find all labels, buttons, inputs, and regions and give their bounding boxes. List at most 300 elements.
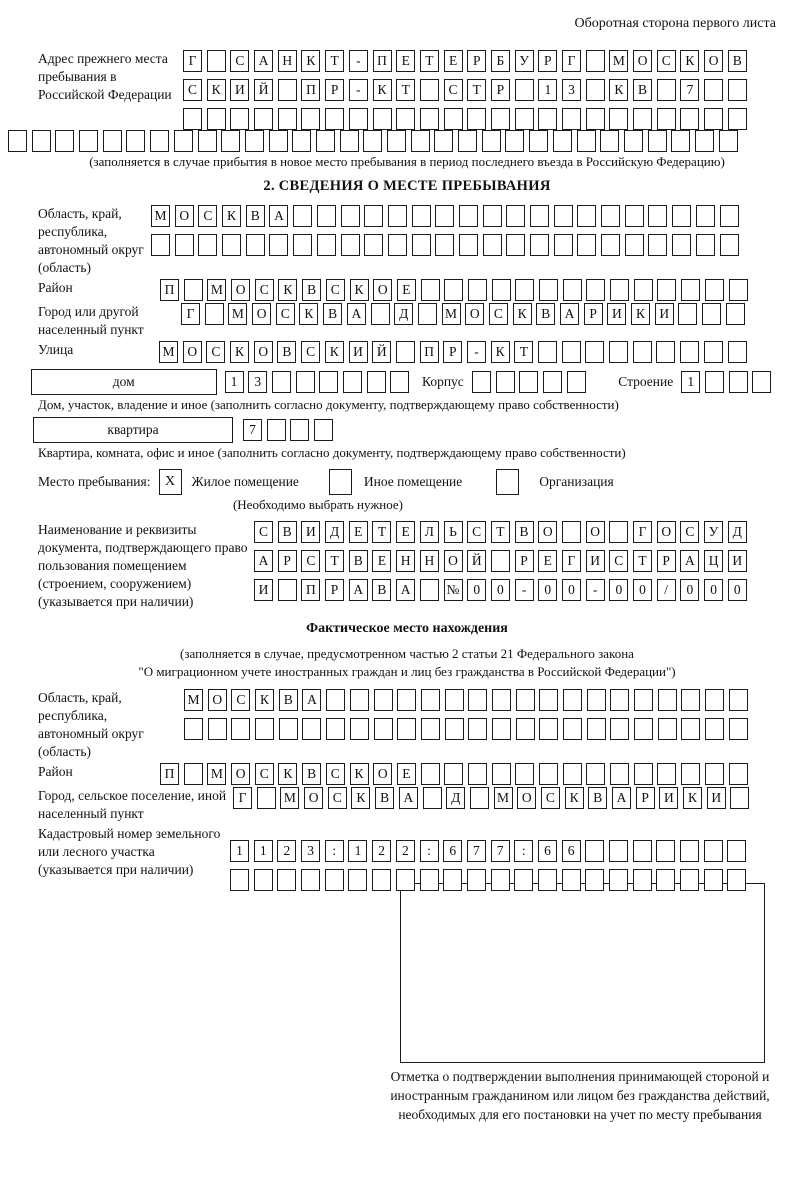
char-cell: Е: [349, 521, 368, 543]
char-cell: [539, 763, 558, 785]
char-cell: [577, 234, 596, 256]
zhiloe-checkbox: X: [159, 469, 182, 495]
char-cell: [704, 108, 723, 130]
char-cell: [720, 234, 739, 256]
char-cell: К: [683, 787, 702, 809]
char-cell: К: [255, 689, 274, 711]
char-cell: [648, 130, 667, 152]
char-cell: О: [252, 303, 271, 325]
char-cell: [325, 869, 344, 891]
char-cell: Ь: [444, 521, 463, 543]
char-row: [233, 787, 754, 809]
char-cell: [727, 840, 746, 862]
char-cell: [184, 763, 203, 785]
char-cell: К: [513, 303, 532, 325]
char-cell: [363, 130, 382, 152]
char-cell: [658, 718, 677, 740]
char-cell: [349, 108, 368, 130]
char-cell: [374, 718, 393, 740]
char-cell: [563, 763, 582, 785]
stroenie-cells: [681, 371, 776, 393]
char-cell: О: [444, 550, 463, 572]
char-cell: 1: [681, 371, 700, 393]
char-cell: О: [373, 279, 392, 301]
char-cell: [671, 130, 690, 152]
char-row: [230, 869, 751, 891]
char-cell: [396, 108, 415, 130]
prev-address-note: (заполняется в случае прибытия в новое место пребывания в период последнего въезда в Российскую Федерацию): [89, 154, 725, 169]
char-cell: [374, 689, 393, 711]
char-cell: [609, 840, 628, 862]
char-cell: [326, 718, 345, 740]
char-cell: [530, 205, 549, 227]
kvartira-number-cells: [243, 419, 338, 441]
char-cell: И: [230, 79, 249, 101]
char-cell: [230, 108, 249, 130]
char-cell: К: [350, 763, 369, 785]
char-cell: [705, 279, 724, 301]
char-cell: [467, 869, 486, 891]
char-cell: Р: [636, 787, 655, 809]
char-cell: [434, 130, 453, 152]
char-cell: [704, 869, 723, 891]
char-cell: [364, 205, 383, 227]
char-cell: [586, 108, 605, 130]
char-cell: Е: [538, 550, 557, 572]
dom-note: Дом, участок, владение и иное (заполнить согласно документу, подтверждающему право собственности): [38, 397, 619, 412]
char-cell: Е: [396, 50, 415, 72]
mesto-note: (Необходимо выбрать нужное): [232, 497, 404, 512]
char-cell: Е: [397, 763, 416, 785]
char-cell: [208, 718, 227, 740]
char-cell: [348, 869, 367, 891]
char-cell: С: [541, 787, 560, 809]
char-cell: [423, 787, 442, 809]
char-cell: [341, 205, 360, 227]
prev-address-grids: [183, 50, 752, 130]
char-cell: Р: [278, 550, 297, 572]
char-cell: [396, 869, 415, 891]
ulitsa-block: [38, 341, 776, 363]
char-cell: [420, 579, 439, 601]
char-cell: [491, 108, 510, 130]
char-cell: [32, 130, 51, 152]
char-cell: М: [442, 303, 461, 325]
char-cell: В: [728, 50, 747, 72]
char-cell: Й: [254, 79, 273, 101]
char-cell: В: [349, 550, 368, 572]
char-row: [183, 79, 752, 101]
char-cell: О: [175, 205, 194, 227]
char-cell: [585, 341, 604, 363]
char-cell: [625, 205, 644, 227]
char-cell: [396, 341, 415, 363]
char-cell: С: [467, 521, 486, 543]
char-cell: [648, 205, 667, 227]
fact-title: Фактическое место нахождения: [306, 621, 508, 636]
char-cell: О: [465, 303, 484, 325]
char-cell: Г: [181, 303, 200, 325]
stroenie-label: Строение: [618, 374, 674, 389]
char-cell: К: [325, 341, 344, 363]
char-cell: [752, 371, 771, 393]
char-cell: С: [301, 550, 320, 572]
char-cell: [609, 869, 628, 891]
char-cell: М: [228, 303, 247, 325]
char-cell: [696, 205, 715, 227]
char-cell: [183, 108, 202, 130]
char-cell: [293, 234, 312, 256]
char-cell: П: [373, 50, 392, 72]
char-cell: Т: [514, 341, 533, 363]
char-cell: 1: [538, 79, 557, 101]
char-cell: [372, 869, 391, 891]
char-cell: [567, 371, 586, 393]
char-cell: [680, 840, 699, 862]
char-cell: [656, 869, 675, 891]
char-cell: О: [704, 50, 723, 72]
char-cell: [634, 763, 653, 785]
char-cell: [563, 689, 582, 711]
char-cell: Т: [420, 50, 439, 72]
char-cell: [539, 689, 558, 711]
char-cell: [325, 108, 344, 130]
char-cell: [397, 689, 416, 711]
char-row: [183, 108, 752, 130]
char-cell: С: [609, 550, 628, 572]
char-cell: Д: [446, 787, 465, 809]
char-cell: :: [420, 840, 439, 862]
char-cell: [656, 341, 675, 363]
char-cell: Й: [372, 341, 391, 363]
ulitsa-label: Улица: [38, 342, 74, 357]
char-cell: Н: [396, 550, 415, 572]
char-cell: С: [230, 50, 249, 72]
char-cell: [634, 718, 653, 740]
char-cell: 0: [633, 579, 652, 601]
stamp-area-box: [400, 883, 765, 1063]
char-cell: [278, 79, 297, 101]
char-cell: Т: [325, 550, 344, 572]
fact-rayon-label: Район: [38, 764, 73, 779]
char-cell: К: [373, 79, 392, 101]
char-cell: [562, 869, 581, 891]
char-cell: /: [657, 579, 676, 601]
char-cell: [350, 689, 369, 711]
char-cell: [496, 371, 515, 393]
char-cell: [516, 718, 535, 740]
mesto-prebyvaniya-row: [38, 469, 776, 495]
char-cell: [553, 130, 572, 152]
char-cell: [720, 205, 739, 227]
char-cell: [680, 869, 699, 891]
char-cell: [609, 108, 628, 130]
char-cell: А: [254, 50, 273, 72]
char-cell: Л: [420, 521, 439, 543]
char-cell: [730, 787, 749, 809]
char-cell: Т: [467, 79, 486, 101]
char-cell: Е: [372, 550, 391, 572]
char-cell: [600, 130, 619, 152]
char-cell: В: [515, 521, 534, 543]
char-cell: У: [515, 50, 534, 72]
char-cell: [371, 303, 390, 325]
char-cell: [373, 108, 392, 130]
char-cell: [515, 79, 534, 101]
char-cell: Ц: [704, 550, 723, 572]
char-cell: И: [301, 521, 320, 543]
char-cell: [55, 130, 74, 152]
char-cell: [472, 371, 491, 393]
char-cell: [230, 869, 249, 891]
char-cell: А: [612, 787, 631, 809]
char-cell: [459, 234, 478, 256]
char-cell: 7: [491, 840, 510, 862]
char-cell: [672, 205, 691, 227]
char-cell: [412, 234, 431, 256]
char-cell: -: [467, 341, 486, 363]
char-cell: Г: [562, 50, 581, 72]
char-cell: Д: [728, 521, 747, 543]
char-cell: М: [207, 279, 226, 301]
char-cell: [420, 869, 439, 891]
char-cell: И: [586, 550, 605, 572]
char-cell: [529, 130, 548, 152]
char-cell: 0: [467, 579, 486, 601]
char-cell: [610, 718, 629, 740]
char-cell: 3: [562, 79, 581, 101]
char-cell: С: [301, 341, 320, 363]
char-cell: [421, 718, 440, 740]
char-cell: [267, 419, 286, 441]
char-cell: 6: [562, 840, 581, 862]
char-cell: [492, 718, 511, 740]
char-cell: 1: [230, 840, 249, 862]
char-cell: [506, 234, 525, 256]
char-cell: И: [728, 550, 747, 572]
char-cell: К: [301, 50, 320, 72]
char-row: [181, 303, 750, 325]
char-cell: [610, 689, 629, 711]
char-cell: [483, 205, 502, 227]
char-cell: Р: [538, 50, 557, 72]
char-cell: Н: [420, 550, 439, 572]
char-row-full-width: [8, 130, 776, 152]
char-cell: [727, 869, 746, 891]
char-cell: [681, 279, 700, 301]
char-cell: В: [246, 205, 265, 227]
char-cell: [468, 689, 487, 711]
char-cell: [198, 130, 217, 152]
char-cell: О: [183, 341, 202, 363]
char-cell: [301, 108, 320, 130]
char-cell: [269, 234, 288, 256]
kadastr-block: [38, 825, 776, 891]
kadastr-label: Кадастровый номер земельного или лесного участка (указывается при наличии): [38, 826, 221, 877]
char-cell: В: [536, 303, 555, 325]
char-cell: О: [517, 787, 536, 809]
char-cell: [506, 205, 525, 227]
char-cell: [657, 79, 676, 101]
char-cell: [657, 279, 676, 301]
char-cell: [491, 869, 510, 891]
char-cell: [421, 689, 440, 711]
kvartira-row: [38, 417, 776, 443]
char-cell: [729, 763, 748, 785]
char-row: [254, 550, 751, 572]
char-cell: А: [560, 303, 579, 325]
char-cell: Р: [467, 50, 486, 72]
char-cell: [278, 579, 297, 601]
char-cell: С: [198, 205, 217, 227]
char-cell: [516, 689, 535, 711]
char-cell: 0: [562, 579, 581, 601]
char-cell: [468, 763, 487, 785]
char-cell: [728, 79, 747, 101]
char-cell: [609, 341, 628, 363]
char-cell: Т: [372, 521, 391, 543]
char-cell: О: [254, 341, 273, 363]
char-cell: М: [159, 341, 178, 363]
char-cell: [302, 718, 321, 740]
char-cell: Г: [183, 50, 202, 72]
fact-gorod-label: Город, сельское поселение, иной населенный пункт: [38, 788, 227, 821]
char-cell: П: [301, 579, 320, 601]
char-cell: С: [183, 79, 202, 101]
char-row: [160, 763, 752, 785]
char-cell: С: [231, 689, 250, 711]
char-cell: [704, 840, 723, 862]
char-cell: А: [349, 579, 368, 601]
char-cell: 7: [243, 419, 262, 441]
page-corner-note: Оборотная сторона первого листа: [574, 16, 776, 31]
char-cell: [444, 108, 463, 130]
char-cell: [198, 234, 217, 256]
char-cell: С: [657, 50, 676, 72]
char-cell: Й: [467, 550, 486, 572]
char-cell: К: [491, 341, 510, 363]
char-cell: Р: [584, 303, 603, 325]
char-cell: А: [399, 787, 418, 809]
fact-rayon-block: [38, 763, 776, 785]
char-cell: К: [207, 79, 226, 101]
char-cell: [150, 130, 169, 152]
char-cell: М: [184, 689, 203, 711]
char-cell: [421, 279, 440, 301]
char-cell: [729, 689, 748, 711]
char-cell: [601, 205, 620, 227]
char-row: [184, 689, 753, 711]
char-cell: М: [280, 787, 299, 809]
char-cell: О: [208, 689, 227, 711]
char-row: [184, 718, 753, 740]
char-cell: [726, 303, 745, 325]
char-cell: С: [326, 763, 345, 785]
char-cell: М: [494, 787, 513, 809]
char-cell: [624, 130, 643, 152]
char-cell: [586, 79, 605, 101]
char-cell: [364, 234, 383, 256]
char-cell: 1: [348, 840, 367, 862]
char-cell: К: [350, 279, 369, 301]
char-cell: [412, 205, 431, 227]
char-cell: [435, 205, 454, 227]
char-cell: [350, 718, 369, 740]
char-cell: [702, 303, 721, 325]
char-cell: [705, 371, 724, 393]
char-row: [183, 50, 752, 72]
char-row: [254, 579, 751, 601]
char-cell: [411, 130, 430, 152]
char-cell: [634, 279, 653, 301]
oblast-label: Область, край, республика, автономный округ (область): [38, 206, 144, 275]
gorod-block: [38, 303, 776, 339]
char-cell: М: [609, 50, 628, 72]
char-cell: [658, 689, 677, 711]
mesto-label: Место пребывания:: [38, 474, 151, 489]
char-cell: [587, 718, 606, 740]
char-cell: [254, 108, 273, 130]
char-cell: :: [325, 840, 344, 862]
fact-note-line1: (заполняется в случае, предусмотренном частью 2 статьи 21 Федерального закона: [180, 646, 634, 661]
char-cell: [151, 234, 170, 256]
char-cell: [681, 718, 700, 740]
prev-address-label: Адрес прежнего места пребывания в Российской Федерации: [38, 51, 172, 102]
char-row: [151, 205, 743, 227]
char-cell: [279, 718, 298, 740]
char-cell: В: [323, 303, 342, 325]
char-row: [160, 279, 752, 301]
char-cell: [343, 371, 362, 393]
char-cell: Т: [491, 521, 510, 543]
gorod-label: Город или другой населенный пункт: [38, 304, 144, 337]
inoe-label: Иное помещение: [363, 474, 463, 489]
char-cell: В: [302, 279, 321, 301]
char-cell: [326, 689, 345, 711]
char-cell: [695, 130, 714, 152]
char-cell: [296, 371, 315, 393]
char-cell: [387, 130, 406, 152]
fact-gorod-block: [38, 787, 776, 823]
char-cell: С: [328, 787, 347, 809]
char-cell: Б: [491, 50, 510, 72]
char-cell: Д: [325, 521, 344, 543]
char-cell: Р: [515, 550, 534, 572]
char-cell: [301, 869, 320, 891]
char-cell: [587, 689, 606, 711]
char-cell: С: [255, 279, 274, 301]
char-cell: 2: [277, 840, 296, 862]
korpus-cells: [472, 371, 590, 393]
document-label: Наименование и реквизиты документа, подтверждающего право пользования помещением (строением, сооружением) (указывается при наличии): [38, 522, 248, 609]
char-cell: [420, 108, 439, 130]
char-cell: В: [375, 787, 394, 809]
char-cell: [435, 234, 454, 256]
char-cell: [316, 130, 335, 152]
char-cell: [680, 108, 699, 130]
char-cell: [231, 718, 250, 740]
char-cell: П: [301, 79, 320, 101]
char-cell: [515, 108, 534, 130]
char-cell: А: [347, 303, 366, 325]
char-cell: [577, 205, 596, 227]
char-cell: [483, 234, 502, 256]
char-cell: 2: [372, 840, 391, 862]
char-cell: [367, 371, 386, 393]
char-cell: 7: [680, 79, 699, 101]
char-cell: [515, 763, 534, 785]
char-cell: [444, 279, 463, 301]
